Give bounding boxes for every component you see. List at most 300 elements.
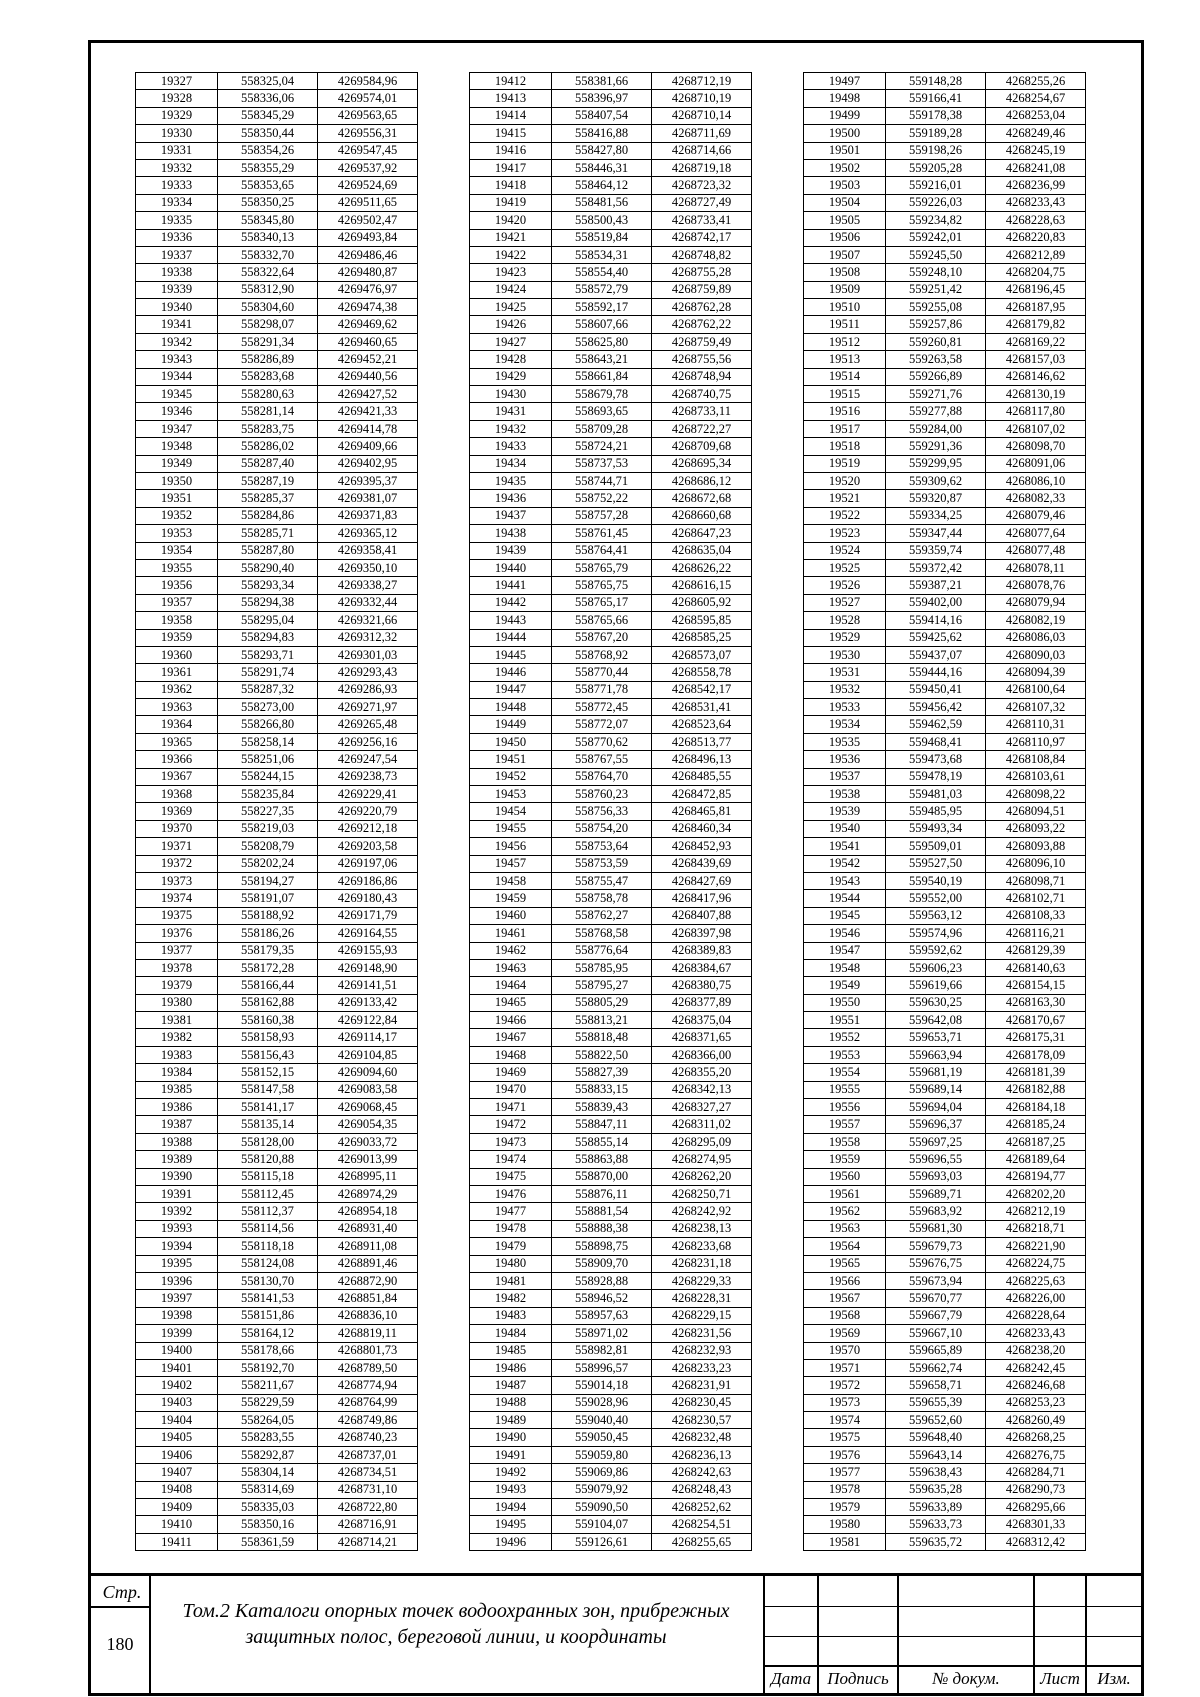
coord-x: 558287,40 [218,455,318,472]
coord-y: 4268250,71 [652,1186,752,1203]
point-number: 19543 [804,872,886,889]
table-row [470,1238,752,1255]
coord-x: 559178,38 [886,107,986,124]
table-row [136,820,418,837]
point-number: 19504 [804,194,886,211]
coord-x: 558768,58 [552,925,652,942]
coord-x: 558592,17 [552,299,652,316]
coord-y: 4268740,75 [652,386,752,403]
coord-x: 558287,80 [218,542,318,559]
point-number: 19337 [136,246,218,263]
point-number: 19548 [804,959,886,976]
coord-x: 559284,00 [886,420,986,437]
table-row [470,316,752,333]
point-number: 19393 [136,1220,218,1237]
coord-y: 4269511,65 [318,194,418,211]
point-number: 19443 [470,612,552,629]
point-number: 19532 [804,681,886,698]
point-number: 19498 [804,90,886,107]
point-number: 19455 [470,820,552,837]
point-number: 19459 [470,890,552,907]
coord-y: 4268077,64 [986,525,1086,542]
table-row [804,472,1086,489]
coord-x: 558772,45 [552,699,652,716]
point-number: 19357 [136,594,218,611]
point-number: 19414 [470,107,552,124]
point-number: 19574 [804,1412,886,1429]
coord-y: 4268407,88 [652,907,752,924]
table-row [470,768,752,785]
coord-y: 4269286,93 [318,681,418,698]
table-row [470,959,752,976]
coord-x: 559309,62 [886,472,986,489]
coord-x: 559606,23 [886,959,986,976]
point-number: 19454 [470,803,552,820]
point-number: 19511 [804,316,886,333]
coord-x: 559509,01 [886,838,986,855]
table-row [470,1116,752,1133]
point-number: 19362 [136,681,218,698]
coord-x: 559663,94 [886,1046,986,1063]
table-row [136,646,418,663]
coord-x: 558971,02 [552,1325,652,1342]
coord-x: 559189,28 [886,125,986,142]
coord-y: 4268108,84 [986,751,1086,768]
coord-y: 4268465,81 [652,803,752,820]
point-number: 19564 [804,1238,886,1255]
coord-y: 4268086,03 [986,629,1086,646]
coord-y: 4269247,54 [318,751,418,768]
point-number: 19540 [804,820,886,837]
table-row [470,1429,752,1446]
table-row [136,229,418,246]
coord-x: 558118,18 [218,1238,318,1255]
table-row [136,386,418,403]
point-number: 19430 [470,386,552,403]
coord-y: 4269321,66 [318,612,418,629]
point-number: 19417 [470,159,552,176]
coord-x: 558946,52 [552,1290,652,1307]
coord-x: 558235,84 [218,786,318,803]
coord-y: 4268731,10 [318,1481,418,1498]
point-number: 19434 [470,455,552,472]
coord-y: 4268221,90 [986,1238,1086,1255]
table-row [804,594,1086,611]
coord-y: 4269537,92 [318,159,418,176]
table-row [136,177,418,194]
coord-y: 4269493,84 [318,229,418,246]
table-row [470,264,752,281]
table-row [470,681,752,698]
coord-y: 4269013,99 [318,1151,418,1168]
coord-y: 4269371,83 [318,507,418,524]
table-row [470,577,752,594]
point-number: 19333 [136,177,218,194]
coord-y: 4268712,19 [652,73,752,90]
point-number: 19348 [136,438,218,455]
coord-x: 559655,39 [886,1394,986,1411]
table-row [470,455,752,472]
point-number: 19386 [136,1099,218,1116]
point-number: 19522 [804,507,886,524]
coord-x: 558898,75 [552,1238,652,1255]
coord-y: 4269584,96 [318,73,418,90]
point-number: 19349 [136,455,218,472]
coord-x: 559248,10 [886,264,986,281]
coord-y: 4268116,21 [986,925,1086,942]
coord-x: 559693,03 [886,1168,986,1185]
point-number: 19330 [136,125,218,142]
table-row [470,1203,752,1220]
table-row [470,542,752,559]
table-row [470,1446,752,1463]
coord-y: 4268185,24 [986,1116,1086,1133]
coord-y: 4268232,48 [652,1429,752,1446]
point-number: 19347 [136,420,218,437]
coord-y: 4268311,02 [652,1116,752,1133]
point-number: 19576 [804,1446,886,1463]
table-row [136,142,418,159]
coord-y: 4268722,27 [652,420,752,437]
coord-y: 4268759,89 [652,281,752,298]
point-number: 19572 [804,1377,886,1394]
table-row [804,1186,1086,1203]
coord-x: 558709,28 [552,420,652,437]
table-row [804,212,1086,229]
table-row [804,994,1086,1011]
coord-y: 4268389,83 [652,942,752,959]
point-number: 19568 [804,1307,886,1324]
point-number: 19328 [136,90,218,107]
coord-x: 558284,86 [218,507,318,524]
point-number: 19503 [804,177,886,194]
coord-x: 558693,65 [552,403,652,420]
coord-y: 4268301,33 [986,1516,1086,1533]
coord-x: 558191,07 [218,890,318,907]
table-row [804,664,1086,681]
coord-x: 559148,28 [886,73,986,90]
table-row [136,1272,418,1289]
coord-y: 4268626,22 [652,559,752,576]
table-row [804,1412,1086,1429]
table-row [470,559,752,576]
point-number: 19520 [804,472,886,489]
point-number: 19440 [470,559,552,576]
coord-y: 4268146,62 [986,368,1086,385]
table-row [470,872,752,889]
coord-y: 4269524,69 [318,177,418,194]
table-row [470,1359,752,1376]
table-row [804,299,1086,316]
table-row [804,1046,1086,1063]
point-number: 19547 [804,942,886,959]
table-row [470,1046,752,1063]
table-row [804,1464,1086,1481]
point-number: 19477 [470,1203,552,1220]
coord-y: 4268078,76 [986,577,1086,594]
coord-x: 558876,11 [552,1186,652,1203]
coord-y: 4268218,71 [986,1220,1086,1237]
coord-y: 4268107,02 [986,420,1086,437]
coord-x: 558755,47 [552,872,652,889]
table-row [804,525,1086,542]
point-number: 19408 [136,1481,218,1498]
table-row [470,820,752,837]
coord-x: 558227,35 [218,803,318,820]
point-number: 19486 [470,1359,552,1376]
point-number: 19378 [136,959,218,976]
point-number: 19402 [136,1377,218,1394]
table-row [804,490,1086,507]
coord-x: 558355,29 [218,159,318,176]
coord-x: 559652,60 [886,1412,986,1429]
coordinate-table-3 [803,72,1086,1551]
document-title-line-1: Том.2 Каталоги опорных точек водоохранных зон, прибрежных [182,1600,730,1622]
coord-y: 4268226,00 [986,1290,1086,1307]
coord-y: 4268371,65 [652,1029,752,1046]
coord-y: 4268082,33 [986,490,1086,507]
coord-y: 4268819,11 [318,1325,418,1342]
table-row [804,1238,1086,1255]
coord-y: 4268255,26 [986,73,1086,90]
table-row [470,646,752,663]
table-row [136,1133,418,1150]
coord-y: 4269547,45 [318,142,418,159]
coord-y: 4268660,68 [652,507,752,524]
coord-x: 558785,95 [552,959,652,976]
point-number: 19412 [470,73,552,90]
coord-x: 558350,16 [218,1516,318,1533]
point-number: 19496 [470,1533,552,1550]
point-number: 19359 [136,629,218,646]
point-number: 19392 [136,1203,218,1220]
point-number: 19425 [470,299,552,316]
table-row [470,1533,752,1550]
point-number: 19534 [804,716,886,733]
coord-x: 558753,64 [552,838,652,855]
coord-x: 558768,92 [552,646,652,663]
coord-y: 4268204,75 [986,264,1086,281]
coord-y: 4268233,43 [986,194,1086,211]
coord-x: 558754,20 [552,820,652,837]
coord-y: 4269114,17 [318,1029,418,1046]
coord-x: 559481,03 [886,786,986,803]
coord-x: 559648,40 [886,1429,986,1446]
table-row [136,612,418,629]
point-number: 19331 [136,142,218,159]
coord-x: 559667,10 [886,1325,986,1342]
table-row [804,646,1086,663]
point-number: 19488 [470,1394,552,1411]
point-number: 19329 [136,107,218,124]
table-row [804,229,1086,246]
table-row [136,194,418,211]
coord-y: 4269197,06 [318,855,418,872]
coord-x: 558158,93 [218,1029,318,1046]
table-row [136,420,418,437]
table-row [804,368,1086,385]
coord-y: 4268194,77 [986,1168,1086,1185]
coord-y: 4268236,99 [986,177,1086,194]
table-row [470,438,752,455]
coord-y: 4268755,28 [652,264,752,281]
table-row [136,1499,418,1516]
point-number: 19472 [470,1116,552,1133]
coordinate-tables [135,72,1095,1582]
table-row [470,1064,752,1081]
coord-x: 558354,26 [218,142,318,159]
coord-x: 558996,57 [552,1359,652,1376]
coord-x: 558416,88 [552,125,652,142]
point-number: 19530 [804,646,886,663]
coord-y: 4268734,51 [318,1464,418,1481]
table-row [804,1220,1086,1237]
table-row [470,907,752,924]
table-row [136,1220,418,1237]
coord-y: 4269094,60 [318,1064,418,1081]
coord-x: 559681,19 [886,1064,986,1081]
coord-x: 558758,78 [552,890,652,907]
coord-y: 4268513,77 [652,733,752,750]
point-number: 19463 [470,959,552,976]
table-row [470,1516,752,1533]
coord-y: 4268789,50 [318,1359,418,1376]
point-number: 19375 [136,907,218,924]
table-row [804,1272,1086,1289]
point-number: 19538 [804,786,886,803]
coord-x: 559234,82 [886,212,986,229]
table-row [136,907,418,924]
table-row [470,1133,752,1150]
table-row [470,368,752,385]
coord-y: 4268163,30 [986,994,1086,1011]
table-row [136,838,418,855]
table-row [804,1342,1086,1359]
table-row [136,1342,418,1359]
coord-y: 4268716,91 [318,1516,418,1533]
point-number: 19499 [804,107,886,124]
coord-x: 558293,34 [218,577,318,594]
coord-x: 559437,07 [886,646,986,663]
coord-x: 558767,55 [552,751,652,768]
table-row [804,1168,1086,1185]
table-row [136,125,418,142]
coord-x: 558427,80 [552,142,652,159]
header-doc-number: № докум. [932,1669,1000,1688]
table-row [136,1081,418,1098]
coord-y: 4268246,68 [986,1377,1086,1394]
coord-x: 559563,12 [886,907,986,924]
coord-y: 4268157,03 [986,351,1086,368]
coord-y: 4268086,10 [986,472,1086,489]
point-number: 19557 [804,1116,886,1133]
table-row [136,942,418,959]
coord-y: 4268472,85 [652,786,752,803]
coord-y: 4268384,67 [652,959,752,976]
coord-x: 559198,26 [886,142,986,159]
point-number: 19478 [470,1220,552,1237]
table-row [136,438,418,455]
point-number: 19406 [136,1446,218,1463]
coord-y: 4269480,87 [318,264,418,281]
coord-x: 559242,01 [886,229,986,246]
coord-y: 4269212,18 [318,820,418,837]
point-number: 19474 [470,1151,552,1168]
coord-y: 4268452,93 [652,838,752,855]
point-number: 19439 [470,542,552,559]
coord-y: 4268077,48 [986,542,1086,559]
coord-x: 558767,20 [552,629,652,646]
table-row [136,577,418,594]
coord-y: 4268178,09 [986,1046,1086,1063]
coord-x: 559028,96 [552,1394,652,1411]
coord-x: 559444,16 [886,664,986,681]
coord-x: 558765,75 [552,577,652,594]
table-row [136,925,418,942]
point-number: 19541 [804,838,886,855]
coord-y: 4268284,71 [986,1464,1086,1481]
coord-y: 4268380,75 [652,977,752,994]
table-row [470,890,752,907]
coord-x: 558151,86 [218,1307,318,1324]
coord-x: 558643,21 [552,351,652,368]
coord-x: 558160,38 [218,1012,318,1029]
coord-y: 4268427,69 [652,872,752,889]
coord-x: 559205,28 [886,159,986,176]
table-row [804,333,1086,350]
point-number: 19424 [470,281,552,298]
table-row [804,751,1086,768]
coord-y: 4268249,46 [986,125,1086,142]
coord-y: 4268995,11 [318,1168,418,1185]
point-number: 19350 [136,472,218,489]
coord-y: 4268801,73 [318,1342,418,1359]
table-row [804,403,1086,420]
table-row [136,1307,418,1324]
coord-x: 558534,31 [552,246,652,263]
coord-y: 4268714,21 [318,1533,418,1550]
coord-x: 559679,73 [886,1238,986,1255]
table-row [470,525,752,542]
coord-x: 558156,43 [218,1046,318,1063]
coord-y: 4268523,64 [652,716,752,733]
coord-y: 4269083,58 [318,1081,418,1098]
point-number: 19487 [470,1377,552,1394]
table-row [804,507,1086,524]
table-row [470,1099,752,1116]
coord-y: 4268202,20 [986,1186,1086,1203]
table-row [136,1412,418,1429]
table-row [804,1064,1086,1081]
table-row [136,525,418,542]
table-row [136,1464,418,1481]
point-number: 19389 [136,1151,218,1168]
point-number: 19555 [804,1081,886,1098]
coord-y: 4268181,39 [986,1064,1086,1081]
point-number: 19567 [804,1290,886,1307]
point-number: 19432 [470,420,552,437]
table-row [804,1307,1086,1324]
point-number: 19395 [136,1255,218,1272]
table-row [136,855,418,872]
coord-y: 4268100,64 [986,681,1086,698]
table-row [804,786,1086,803]
coord-y: 4268573,07 [652,646,752,663]
coord-y: 4269122,84 [318,1012,418,1029]
document-title-line-2: защитных полос, береговой линии, и координаты [245,1626,667,1648]
coord-x: 558186,26 [218,925,318,942]
table-row [470,333,752,350]
